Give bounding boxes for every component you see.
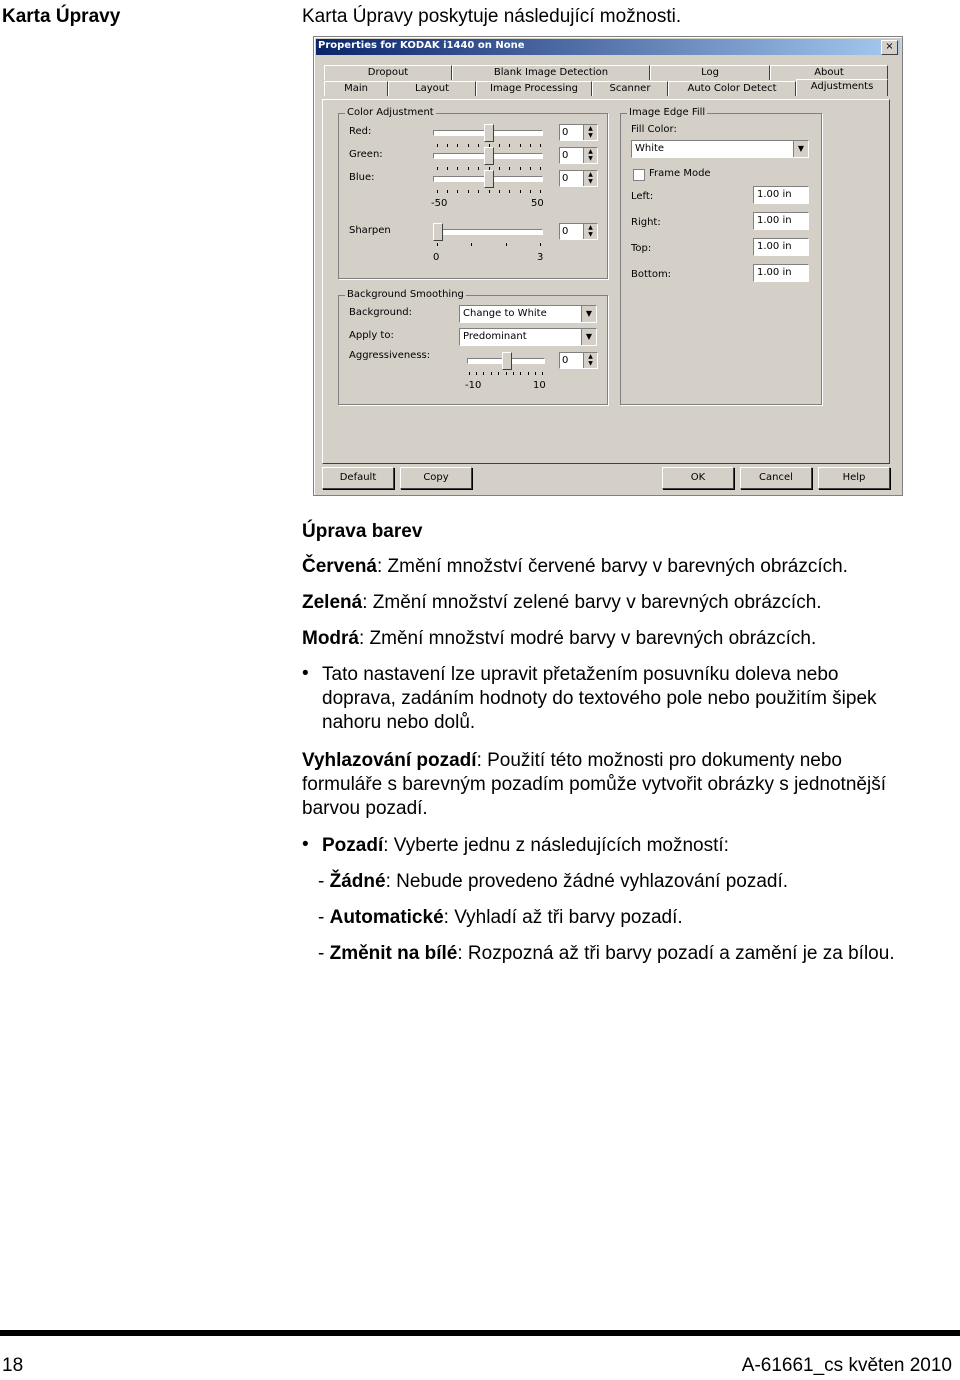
bullet2-desc: : Vyberte jednu z následujících možností: bbox=[383, 835, 729, 856]
group-title: Background Smoothing bbox=[347, 289, 464, 300]
tab-layout[interactable]: Layout bbox=[388, 81, 476, 96]
fill-color-select[interactable] bbox=[631, 140, 809, 158]
green-label: Green: bbox=[349, 149, 383, 160]
aggressiveness-value: 0 bbox=[562, 355, 569, 366]
frame-mode-label: Frame Mode bbox=[649, 168, 711, 179]
tab-about[interactable]: About bbox=[770, 65, 888, 80]
dash: - bbox=[318, 871, 330, 892]
left-value: 1.00 in bbox=[757, 189, 792, 200]
smoothing-line3: barvou pozadí. bbox=[302, 798, 428, 819]
sharpen-max-label: 3 bbox=[537, 252, 544, 263]
document-id: A-61661_cs květen 2010 bbox=[741, 1355, 952, 1376]
green-slider-thumb[interactable] bbox=[484, 147, 494, 165]
sharpen-slider[interactable] bbox=[433, 229, 543, 235]
green-value-field[interactable] bbox=[559, 147, 598, 164]
green-term: Zelená bbox=[302, 592, 363, 613]
group-title: Image Edge Fill bbox=[629, 107, 706, 118]
tab-main[interactable]: Main bbox=[324, 81, 388, 96]
section-heading: Úprava barev bbox=[302, 521, 423, 542]
red-value-field[interactable] bbox=[559, 124, 598, 141]
option-none-desc: : Nebude provedeno žádné vyhlazování pozadí. bbox=[385, 871, 789, 892]
properties-dialog bbox=[313, 36, 903, 496]
right-field[interactable] bbox=[753, 212, 809, 230]
bullet-icon: • bbox=[302, 834, 309, 855]
sharpen-value: 0 bbox=[562, 226, 569, 237]
group-title: Color Adjustment bbox=[347, 107, 434, 118]
ok-button[interactable]: OK bbox=[662, 467, 734, 489]
red-description bbox=[302, 555, 848, 579]
background-smoothing-group bbox=[338, 289, 608, 405]
tab-adjustments[interactable]: Adjustments bbox=[796, 79, 888, 96]
tab-auto-color-detect[interactable]: Auto Color Detect bbox=[668, 81, 796, 96]
dialog-title: Properties for KODAK i1440 on None bbox=[318, 40, 525, 51]
top-value: 1.00 in bbox=[757, 241, 792, 252]
sharpen-value-field[interactable] bbox=[559, 223, 598, 240]
sharpen-ticks bbox=[437, 243, 541, 246]
bottom-value: 1.00 in bbox=[757, 267, 792, 278]
cancel-button[interactable]: Cancel bbox=[740, 467, 812, 489]
fill-color-value: White bbox=[635, 143, 665, 154]
frame-mode-checkbox[interactable] bbox=[633, 169, 645, 181]
right-value: 1.00 in bbox=[757, 215, 792, 226]
bottom-label: Bottom: bbox=[631, 269, 672, 280]
spin-arrows-icon[interactable]: ▲ ▼ bbox=[583, 224, 597, 239]
blue-value: 0 bbox=[562, 173, 569, 184]
option-none-term: Žádné bbox=[329, 871, 386, 892]
blue-slider-thumb[interactable] bbox=[484, 170, 494, 188]
red-desc: : Změní množství červené barvy v barevných obrázcích. bbox=[377, 556, 848, 577]
bullet-icon: • bbox=[302, 663, 309, 684]
image-edge-fill-group bbox=[620, 107, 822, 405]
dash: - bbox=[318, 943, 330, 964]
left-label: Left: bbox=[631, 191, 654, 202]
bullet2-text bbox=[322, 834, 729, 858]
blue-desc: : Změní množství modré barvy v barevných obrázcích. bbox=[359, 628, 817, 649]
aggr-min-label: -10 bbox=[465, 380, 482, 391]
smoothing-term: Vyhlazování pozadí bbox=[302, 750, 477, 771]
range-min-label: -50 bbox=[431, 198, 448, 209]
color-adjustment-group bbox=[338, 107, 608, 279]
red-term: Červená bbox=[302, 556, 377, 577]
tab-log[interactable]: Log bbox=[650, 65, 770, 80]
left-field[interactable] bbox=[753, 186, 809, 204]
apply-to-value: Predominant bbox=[463, 331, 527, 342]
option-automatic-desc: : Vyhladí až tři barvy pozadí. bbox=[443, 907, 683, 928]
background-select[interactable] bbox=[459, 305, 597, 323]
green-value: 0 bbox=[562, 150, 569, 161]
option-change-term: Změnit na bílé bbox=[329, 943, 458, 964]
red-slider-thumb[interactable] bbox=[484, 124, 494, 142]
aggressiveness-slider-thumb[interactable] bbox=[502, 352, 512, 370]
aggressiveness-label: Aggressiveness: bbox=[349, 350, 431, 361]
blue-label: Blue: bbox=[349, 172, 375, 183]
default-button[interactable]: Default bbox=[322, 467, 394, 489]
blue-term: Modrá bbox=[302, 628, 359, 649]
sharpen-min-label: 0 bbox=[433, 252, 440, 263]
help-button[interactable]: Help bbox=[818, 467, 890, 489]
green-desc: : Změní množství zelené barvy v barevných obrázcích. bbox=[362, 592, 822, 613]
spin-arrows-icon[interactable]: ▲ ▼ bbox=[583, 171, 597, 186]
tab-scanner[interactable]: Scanner bbox=[592, 81, 668, 96]
close-icon[interactable]: × bbox=[881, 40, 898, 55]
blue-ticks bbox=[437, 190, 541, 193]
blue-value-field[interactable] bbox=[559, 170, 598, 187]
background-label: Background: bbox=[349, 307, 413, 318]
tab-dropout[interactable]: Dropout bbox=[324, 65, 452, 80]
red-label: Red: bbox=[349, 126, 372, 137]
smoothing-desc: : Použití této možnosti pro dokumenty nebo bbox=[476, 750, 842, 771]
footer-rule bbox=[0, 1330, 960, 1336]
aggressiveness-ticks bbox=[469, 372, 543, 375]
option-automatic-term: Automatické bbox=[329, 907, 444, 928]
top-field[interactable] bbox=[753, 238, 809, 256]
smoothing-line2: formuláře s barevným pozadím pomůže vytvořit obrázky s jednotnější bbox=[302, 774, 886, 795]
range-max-label: 50 bbox=[531, 198, 544, 209]
bullet1-line1: Tato nastavení lze upravit přetažením posuvníku doleva nebo bbox=[322, 664, 839, 685]
apply-to-select[interactable] bbox=[459, 328, 597, 346]
aggr-max-label: 10 bbox=[533, 380, 546, 391]
red-value: 0 bbox=[562, 127, 569, 138]
title-bar bbox=[316, 39, 900, 55]
smoothing-line1 bbox=[302, 749, 842, 773]
copy-button[interactable]: Copy bbox=[400, 467, 472, 489]
right-label: Right: bbox=[631, 217, 661, 228]
page-number: 18 bbox=[2, 1355, 24, 1376]
sharpen-slider-thumb[interactable] bbox=[433, 223, 443, 241]
bullet1-line3: nahoru nebo dolů. bbox=[322, 712, 476, 733]
spin-arrows-icon[interactable]: ▲ ▼ bbox=[583, 353, 597, 368]
green-description bbox=[302, 591, 822, 615]
option-automatic bbox=[318, 906, 683, 930]
spin-arrows-icon[interactable]: ▲ ▼ bbox=[583, 148, 597, 163]
aggressiveness-value-field[interactable] bbox=[559, 352, 598, 369]
chevron-down-icon[interactable]: ▼ bbox=[581, 329, 596, 345]
apply-to-label: Apply to: bbox=[349, 330, 394, 341]
sharpen-label: Sharpen bbox=[349, 225, 391, 236]
section-title: Karta Úpravy bbox=[2, 6, 121, 27]
chevron-down-icon[interactable]: ▼ bbox=[793, 141, 808, 157]
top-label: Top: bbox=[631, 243, 652, 254]
bullet2-term: Pozadí bbox=[322, 835, 384, 856]
fill-color-label: Fill Color: bbox=[631, 124, 677, 135]
tab-image-processing[interactable]: Image Processing bbox=[476, 81, 592, 96]
bottom-field[interactable] bbox=[753, 264, 809, 282]
intro-text: Karta Úpravy poskytuje následující možnosti. bbox=[302, 6, 682, 27]
chevron-down-icon[interactable]: ▼ bbox=[581, 306, 596, 322]
option-change-desc: : Rozpozná až tři barvy pozadí a zamění je za bílou. bbox=[457, 943, 895, 964]
dash: - bbox=[318, 907, 330, 928]
option-change-to-white bbox=[318, 942, 895, 966]
background-value: Change to White bbox=[463, 308, 547, 319]
spin-arrows-icon[interactable]: ▲ ▼ bbox=[583, 125, 597, 140]
bullet1-line2: doprava, zadáním hodnoty do textového pole nebo použitím šipek bbox=[322, 688, 877, 709]
tab-blank-image-detection[interactable]: Blank Image Detection bbox=[452, 65, 650, 80]
option-none bbox=[318, 870, 788, 894]
blue-description bbox=[302, 627, 816, 651]
